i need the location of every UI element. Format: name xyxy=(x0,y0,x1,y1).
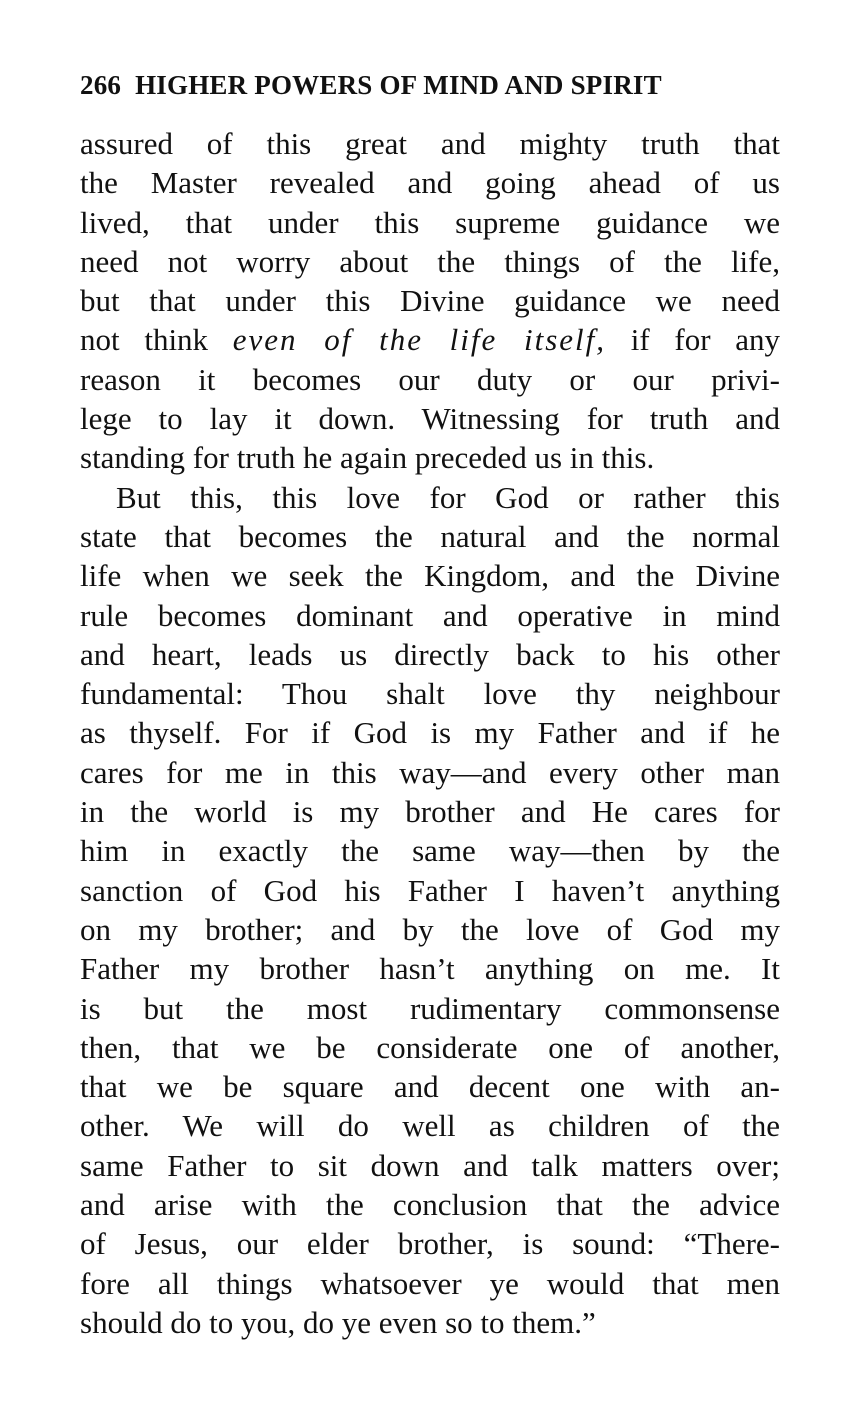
body-text xyxy=(80,124,780,1342)
running-head-title: HIGHER POWERS OF MIND AND SPIRIT xyxy=(135,70,662,100)
text-line: should do to you, do ye even so to them.” xyxy=(80,1304,596,1340)
book-page xyxy=(80,70,780,1342)
text-line: need not worry about the things of the life, xyxy=(80,243,780,279)
text-line: fundamental: Thou shalt love thy neighbour xyxy=(80,676,780,712)
text-line: him in exactly the same way—then by the xyxy=(80,833,780,869)
text-line: But this, this love for God or rather this xyxy=(116,479,780,515)
text-segment: not think xyxy=(80,322,233,358)
text-line: cares for me in this way—and every other man xyxy=(80,754,780,790)
text-line: of Jesus, our elder brother, is sound: “There- xyxy=(80,1226,780,1262)
text-line-with-italic xyxy=(80,320,780,359)
text-line: rule becomes dominant and operative in mind xyxy=(80,597,780,633)
text-line: is but the most rudimentary commonsense xyxy=(80,990,780,1026)
text-line: standing for truth he again preceded us in this. xyxy=(80,440,655,476)
text-line: and arise with the conclusion that the advice xyxy=(80,1187,780,1223)
text-line: on my brother; and by the love of God my xyxy=(80,911,780,947)
text-line: state that becomes the natural and the normal xyxy=(80,518,780,554)
text-line: in the world is my brother and He cares for xyxy=(80,794,780,830)
page-number: 266 xyxy=(80,70,122,100)
text-line: fore all things whatsoever ye would that men xyxy=(80,1265,780,1301)
text-line: other. We will do well as children of the xyxy=(80,1108,780,1144)
text-line: Father my brother hasn’t anything on me. It xyxy=(80,951,780,987)
text-line: lege to lay it down. Witnessing for truth and xyxy=(80,401,780,437)
text-line: same Father to sit down and talk matters over; xyxy=(80,1147,780,1183)
text-line: that we be square and decent one with an- xyxy=(80,1069,780,1105)
text-line: and heart, leads us directly back to his other xyxy=(80,636,780,672)
text-line: the Master revealed and going ahead of us xyxy=(80,165,780,201)
text-line: reason it becomes our duty or our privi- xyxy=(80,361,780,397)
text-line: then, that we be considerate one of another, xyxy=(80,1029,780,1065)
italic-phrase: even of the life itself, xyxy=(232,322,607,358)
text-segment: if for any xyxy=(606,322,780,358)
running-head xyxy=(80,70,780,106)
text-line: but that under this Divine guidance we need xyxy=(80,283,780,319)
text-line: as thyself. For if God is my Father and if he xyxy=(80,715,780,751)
text-line: lived, that under this supreme guidance we xyxy=(80,204,780,240)
text-line: sanction of God his Father I haven’t anything xyxy=(80,872,780,908)
paragraph-1 xyxy=(80,124,780,478)
text-line: assured of this great and mighty truth that xyxy=(80,126,780,161)
paragraph-2 xyxy=(80,478,780,1343)
text-line: life when we seek the Kingdom, and the Divine xyxy=(80,558,780,594)
